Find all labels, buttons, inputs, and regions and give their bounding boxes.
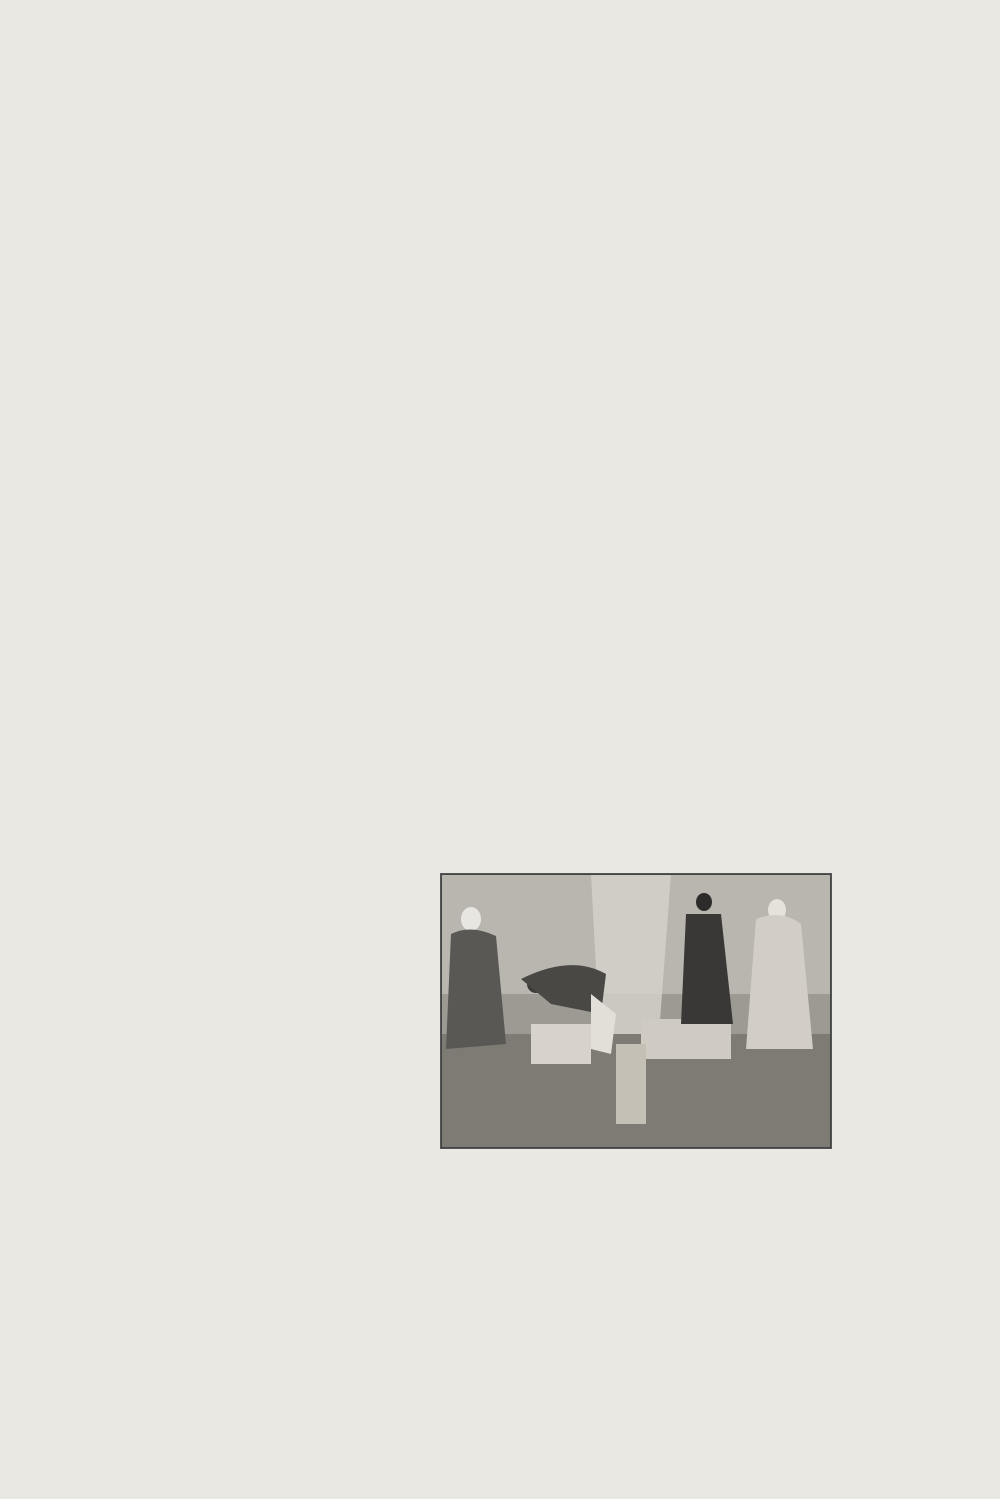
photo-illustration bbox=[441, 874, 831, 1148]
photo-fez-merchants bbox=[440, 873, 832, 1149]
